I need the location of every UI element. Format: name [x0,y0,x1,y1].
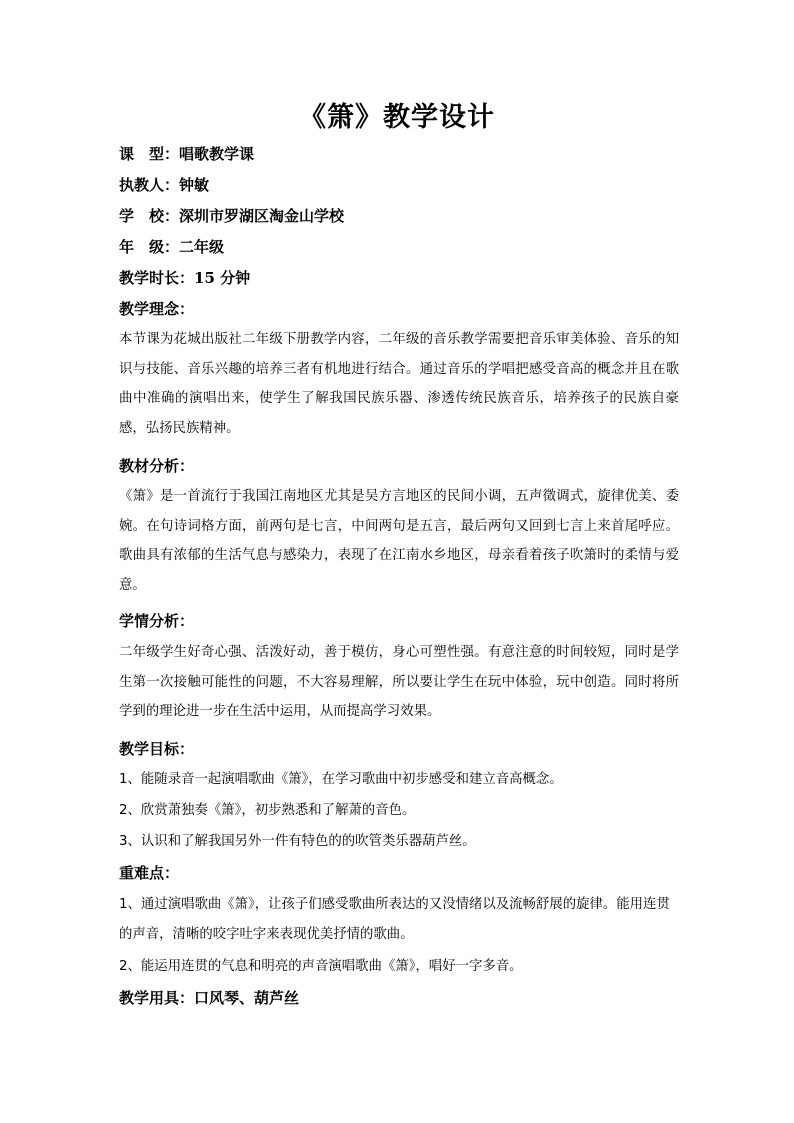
goal-item: 1、能随录音一起演唱歌曲《箫》，在学习歌曲中初步感受和建立音高概念。 [119,772,563,787]
keypoint-item: 2、能运用连贯的气息和明亮的声音演唱歌曲《箫》，唱好一字多音。 [119,959,523,974]
goal-item: 2、欣赏萧独奏《箫》，初步熟悉和了解萧的音色。 [119,803,416,818]
paragraph-philosophy: 本节课为花城出版社二年级下册教学内容，二年级的音乐教学需要把音乐审美体验、音乐的知识与技能、音乐兴趣的培养三者有机地进行结合。通过音乐的学唱把感受音高的概念并且在歌曲中准确的演唱出来，使学生了解我国民族乐器、渗透传统民族音乐，培养孩子的民族自豪感，弘扬民族精神。 [119,332,679,436]
heading-material: 教材分析： [119,457,195,475]
meta-grade: 年 级：二年级 [119,238,225,256]
meta-duration: 教学时长：15 分钟 [119,269,251,287]
heading-students: 学情分析： [119,612,195,630]
meta-teacher: 执教人：钟敏 [119,176,210,194]
heading-philosophy: 教学理念： [119,300,195,318]
paragraph-material: 《箫》是一首流行于我国江南地区尤其是吴方言地区的民间小调，五声徵调式，旋律优美、委婉。在句诗词格方面，前两句是七言，中间两句是五言，最后两句又回到七言上来首尾呼应。歌曲具有浓郁的生活气息与感染力，表现了在江南水乡地区，母亲看着孩子吹箫时的柔情与爱意。 [119,489,679,593]
keypoint-item: 1、通过演唱歌曲《箫》，让孩子们感受歌曲所表达的又没情绪以及流畅舒展的旋律。能用连贯的声音，清晰的咬字吐字来表现优美抒情的歌曲。 [119,897,670,942]
meta-lesson-type: 课 型：唱歌教学课 [119,145,255,163]
heading-keypoints: 重难点： [119,864,180,882]
teaching-tools: 教学用具：口风琴、葫芦丝 [119,989,300,1007]
goal-item: 3、认识和了解我国另外一件有特色的的吹管类乐器葫芦丝。 [119,834,476,849]
paragraph-students: 二年级学生好奇心强、活泼好动，善于模仿，身心可塑性强。有意注意的时间较短，同时是学生第一次接触可能性的问题，不大容易理解，所以要让学生在玩中体验，玩中创造。同时将所学到的理论进一步在生活中运用，从而提高学习效果。 [119,645,679,719]
document-title: 《箫》教学设计 [299,102,495,133]
heading-goals: 教学目标： [119,740,195,758]
meta-school: 学 校：深圳市罗湖区淘金山学校 [119,207,345,225]
